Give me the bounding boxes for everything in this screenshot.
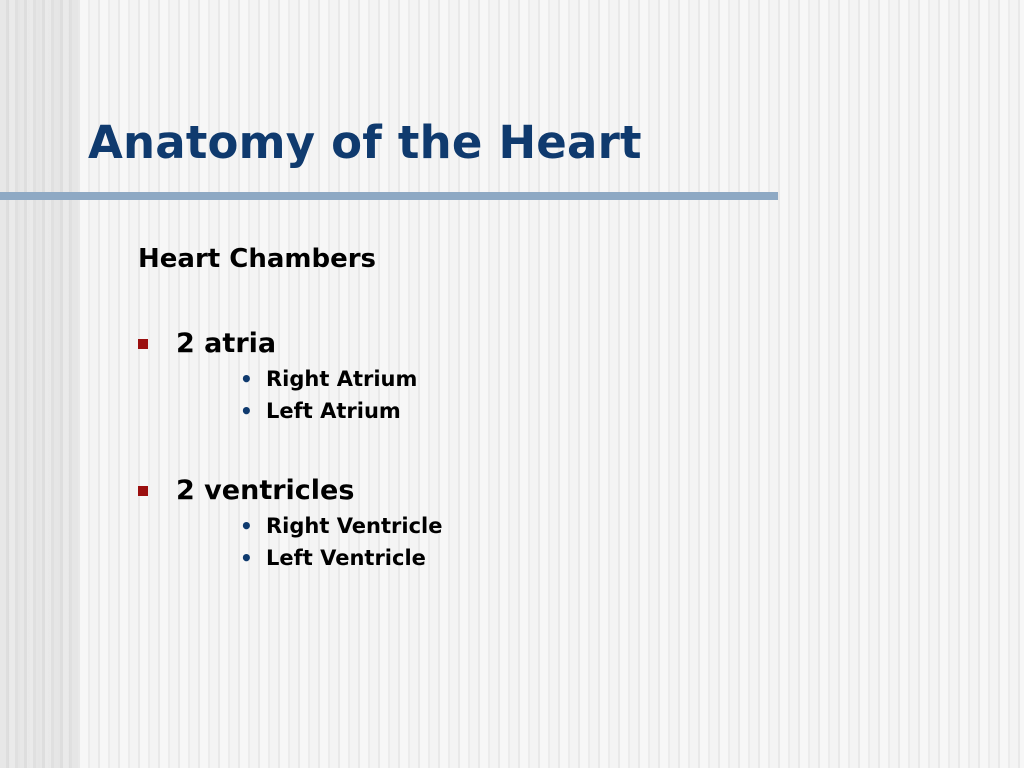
bullet-group-ventricles (138, 473, 442, 574)
dot-bullet-icon: • (240, 399, 253, 423)
subbullet-text: Right Ventricle (266, 514, 443, 538)
list-item (240, 542, 442, 574)
slide-title: Anatomy of the Heart (88, 116, 642, 169)
sublist (240, 510, 442, 574)
square-bullet-icon (138, 486, 148, 496)
list-item (240, 395, 417, 427)
subbullet-text: Left Atrium (266, 399, 401, 423)
list-item (138, 326, 417, 360)
bullet-text: 2 ventricles (176, 474, 355, 506)
subbullet-text: Right Atrium (266, 367, 418, 391)
sublist (240, 363, 417, 427)
dot-bullet-icon: • (240, 367, 253, 391)
bullet-group-atria (138, 326, 417, 427)
background-stripe-panel (0, 0, 78, 768)
list-item (240, 363, 417, 395)
bullet-text: 2 atria (176, 327, 277, 359)
dot-bullet-icon: • (240, 546, 253, 570)
dot-bullet-icon: • (240, 514, 253, 538)
square-bullet-icon (138, 339, 148, 349)
section-heading: Heart Chambers (138, 244, 377, 274)
list-item (240, 510, 442, 542)
list-item (138, 473, 442, 507)
subbullet-text: Left Ventricle (266, 546, 426, 570)
title-divider (0, 192, 778, 200)
